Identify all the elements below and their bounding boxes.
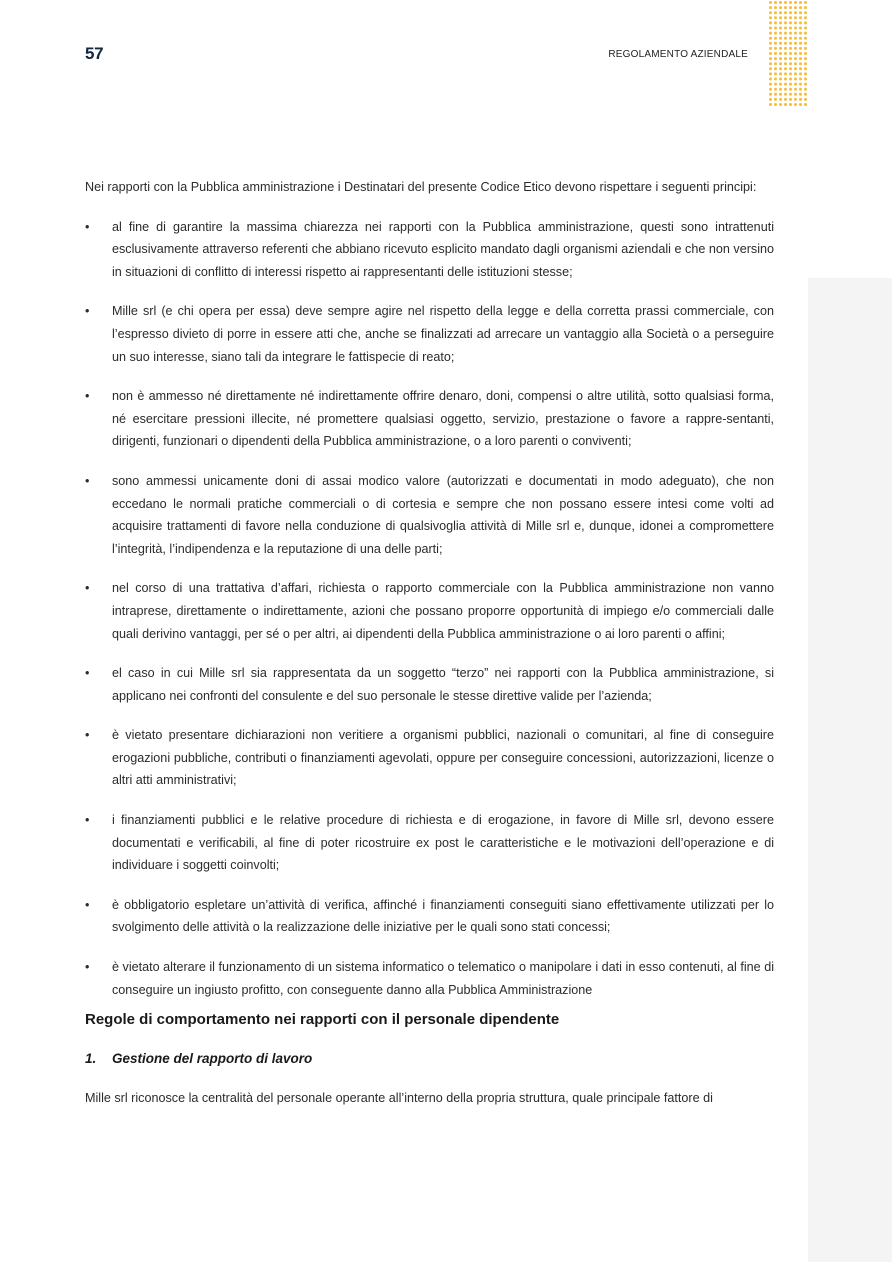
decorative-dot [804,11,807,14]
decorative-dot [769,93,772,96]
decorative-dot [804,83,807,86]
decorative-dot [799,83,802,86]
decorative-dot [794,83,797,86]
decorative-dot [779,47,782,50]
decorative-dot [789,21,792,24]
decorative-dot [794,1,797,4]
side-panel [808,278,892,1262]
intro-paragraph: Nei rapporti con la Pubblica amministrazione i Destinatari del presente Codice Etico devono rispettare i seguenti principi: [85,180,757,194]
subheading-text: Gestione del rapporto di lavoro [112,1051,313,1067]
decorative-dot [784,42,787,45]
decorative-dot [784,21,787,24]
decorative-dot [769,6,772,9]
decorative-dot [784,16,787,19]
decorative-dot [774,1,777,4]
list-item: • el caso in cui Mille srl sia rappresentata da un soggetto “terzo” nei rapporti con la Pubblica amministrazione, si applicano nei confronti del consulente e del suo personale le stesse direttive valide per l’azienda; [85,666,774,703]
decorative-dot [779,83,782,86]
subheading-number: 1. [85,1051,97,1067]
decorative-dot [804,103,807,106]
decorative-dot [804,52,807,55]
decorative-dot [789,11,792,14]
decorative-dot [799,103,802,106]
decorative-dot [794,57,797,60]
decorative-dot [769,72,772,75]
decorative-dot [779,67,782,70]
decorative-dot [784,6,787,9]
decorative-dot [804,42,807,45]
decorative-dot [804,21,807,24]
list-item: • è obbligatorio espletare un’attività di verifica, affinché i finanziamenti conseguiti siano effettivamente utilizzati per lo svolgimento delle attività o la realizzazione delle iniziative per le quali sono stati concessi; [85,897,774,935]
decorative-dot [769,16,772,19]
decorative-dot [774,27,777,30]
decorative-dot [769,27,772,30]
decorative-dot [794,32,797,35]
decorative-dot [779,98,782,101]
decorative-dot [779,103,782,106]
decorative-dot [789,47,792,50]
decorative-dot [784,32,787,35]
decorative-dot [774,52,777,55]
decorative-dot [794,47,797,50]
decorative-dot [794,42,797,45]
decorative-dot [799,16,802,19]
decorative-dot [789,83,792,86]
decorative-dot [774,37,777,40]
decorative-dot [799,72,802,75]
decorative-dot [779,32,782,35]
list-item: • Mille srl (e chi opera per essa) deve sempre agire nel rispetto della legge e della corretta prassi commerciale, con l’espresso divieto di porre in essere atti che, anche se finalizzati ad arrecare un vantaggio alla Società o a perseguire un suo interesse, siano tali da integrare le fattispecie di reato; [85,304,774,364]
decorative-dot [769,1,772,4]
decorative-dot [769,88,772,91]
decorative-dot [789,103,792,106]
decorative-dot [779,1,782,4]
decorative-dot [779,16,782,19]
list-item: • sono ammessi unicamente doni di assai modico valore (autorizzati e documentati in modo adeguato), che non eccedano le normali pratiche commerciali o di cortesia e sempre che non possano essere intesi come volti ad acquisire trattamenti di favore nella conduzione di qualsivoglia attività di Mille srl e, dunque, idonei a compromettere l’integrità, l’indipendenza e la reputazione di una delle parti; [85,473,774,556]
decorative-dot [774,83,777,86]
decorative-dot [799,32,802,35]
decorative-dot [774,32,777,35]
decorative-dot [774,11,777,14]
decorative-dot [784,27,787,30]
decorative-dot [794,98,797,101]
principles-list [85,216,774,1002]
decorative-dot [794,72,797,75]
decorative-dot [799,6,802,9]
document-body [85,176,774,1110]
decorative-dot [799,11,802,14]
decorative-dot [774,16,777,19]
decorative-dot [804,6,807,9]
decorative-dot [799,47,802,50]
decorative-dot [784,72,787,75]
decorative-dot [774,72,777,75]
decorative-dot [779,11,782,14]
decorative-dot [779,88,782,91]
section-heading: Regole di comportamento nei rapporti con il personale dipendente [85,1011,560,1029]
decorative-dot [789,16,792,19]
decorative-dot [794,37,797,40]
decorative-dot [784,88,787,91]
decorative-dot [769,42,772,45]
decorative-dot [779,72,782,75]
decorative-dot [789,57,792,60]
decorative-dot [779,62,782,65]
decorative-dot [799,67,802,70]
decorative-dot [784,93,787,96]
list-item: • è vietato presentare dichiarazioni non veritiere a organismi pubblici, nazionali o comunitari, al fine di conseguire erogazioni pubbliche, contributi o finanziamenti agevolati, oppure per conseguire concessioni, autorizzazioni, licenze o altri atti amministrativi; [85,728,774,788]
decorative-dot [794,52,797,55]
decorative-dot [794,103,797,106]
decorative-dot [799,37,802,40]
decorative-dot [784,78,787,81]
decorative-dot [804,88,807,91]
decorative-dot [784,37,787,40]
decorative-dot [784,67,787,70]
decorative-dot [799,57,802,60]
decorative-dot [804,47,807,50]
decorative-dot [769,62,772,65]
decorative-dot [804,62,807,65]
decorative-dot [799,88,802,91]
decorative-dot [794,16,797,19]
decorative-dot [769,21,772,24]
decorative-dot [804,27,807,30]
decorative-dot [794,93,797,96]
page-number: 57 [85,44,104,63]
decorative-dot [779,52,782,55]
subheading [85,1048,774,1070]
decorative-dot [769,57,772,60]
decorative-dot [804,67,807,70]
decorative-dot [774,67,777,70]
decorative-dot [779,78,782,81]
decorative-dot [794,78,797,81]
decorative-dot [804,78,807,81]
decorative-dot [794,21,797,24]
decorative-dot [774,21,777,24]
decorative-dot [789,72,792,75]
decorative-dot [774,6,777,9]
decorative-dot [779,21,782,24]
decorative-dot [784,83,787,86]
decorative-dot [789,62,792,65]
decorative-dot [774,98,777,101]
decorative-dot [779,27,782,30]
decorative-dot [789,98,792,101]
list-item: • al fine di garantire la massima chiarezza nei rapporti con la Pubblica amministrazione, questi sono intrattenuti esclusivamente attraverso referenti che abbiano ricevuto esplicito mandato dagli organismi aziendali e che non versino in situazioni di conflitto di interessi rispetto ai rappresentanti delle istituzioni stesse; [85,219,774,279]
list-item: • i finanziamenti pubblici e le relative procedure di richiesta e di erogazione, in favore di Mille srl, devono essere documentati e verificabili, al fine di poter ricostruire ex post le caratteristiche e le motivazioni dell’operazione e di individuare i soggetti coinvolti; [85,813,774,873]
decorative-dot [774,42,777,45]
list-item: • è vietato alterare il funzionamento di un sistema informatico o telematico o manipolare i dati in esso contenuti, al fine di conseguire un ingiusto profitto, con conseguente danno alla Pubblica Amministrazione [85,960,774,997]
decorative-dot [789,42,792,45]
decorative-dot [774,62,777,65]
decorative-dot [804,98,807,101]
decorative-dot [794,67,797,70]
decorative-dot [804,57,807,60]
decorative-dot [789,1,792,4]
list-item: • nel corso di una trattativa d’affari, richiesta o rapporto commerciale con la Pubblica amministrazione non vanno intraprese, direttamente o indirettamente, azioni che possano proporre opportunità di impiego e/o commerciali dalle quali derivino vantaggi, per sé o per altri, ai dipendenti della Pubblica amministrazione o ai loro parenti o affini; [85,581,774,641]
decorative-dot [799,1,802,4]
decorative-dot [799,27,802,30]
decorative-dot [769,11,772,14]
decorative-dot [799,93,802,96]
decorative-dot [769,47,772,50]
decorative-dot [774,57,777,60]
decorative-dot [794,11,797,14]
header-title: REGOLAMENTO AZIENDALE [608,49,748,60]
decorative-dot [774,88,777,91]
decorative-dot [779,42,782,45]
decorative-dot [799,42,802,45]
decorative-dot [784,11,787,14]
decorative-dot [799,21,802,24]
decorative-dot [769,78,772,81]
decorative-dot [789,88,792,91]
decorative-dot [774,93,777,96]
decorative-dot-grid [768,0,810,108]
decorative-dot [794,27,797,30]
decorative-dot [804,93,807,96]
decorative-dot [784,57,787,60]
decorative-dot [784,47,787,50]
decorative-dot [789,67,792,70]
decorative-dot [789,32,792,35]
decorative-dot [769,83,772,86]
closing-paragraph: Mille srl riconosce la centralità del personale operante all’interno della propria struttura, quale principale fattore di [85,1091,713,1106]
decorative-dot [789,78,792,81]
decorative-dot [769,37,772,40]
list-item: • non è ammesso né direttamente né indirettamente offrire denaro, doni, compensi o altre utilità, sotto qualsiasi forma, né esercitare pressioni illecite, né promettere qualsiasi oggetto, servizio, prestazione o favore a rappre-sentanti, dirigenti, funzionari o dipendenti della Pubblica amministrazione, o a loro parenti o conviventi; [85,389,774,449]
decorative-dot [774,78,777,81]
decorative-dot [794,88,797,91]
decorative-dot [769,52,772,55]
decorative-dot [789,27,792,30]
decorative-dot [784,52,787,55]
decorative-dot [774,47,777,50]
decorative-dot [789,37,792,40]
decorative-dot [804,1,807,4]
decorative-dot [799,62,802,65]
decorative-dot [769,67,772,70]
decorative-dot [799,78,802,81]
decorative-dot [769,32,772,35]
decorative-dot [804,32,807,35]
decorative-dot [774,103,777,106]
decorative-dot [769,98,772,101]
decorative-dot [779,57,782,60]
decorative-dot [799,98,802,101]
decorative-dot [784,103,787,106]
decorative-dot [804,72,807,75]
decorative-dot [804,16,807,19]
decorative-dot [784,98,787,101]
decorative-dot [779,6,782,9]
decorative-dot [769,103,772,106]
decorative-dot [784,1,787,4]
decorative-dot [804,37,807,40]
decorative-dot [779,93,782,96]
decorative-dot [789,93,792,96]
decorative-dot [784,62,787,65]
decorative-dot [789,6,792,9]
decorative-dot [794,62,797,65]
decorative-dot [799,52,802,55]
decorative-dot [779,37,782,40]
decorative-dot [794,6,797,9]
decorative-dot [789,52,792,55]
